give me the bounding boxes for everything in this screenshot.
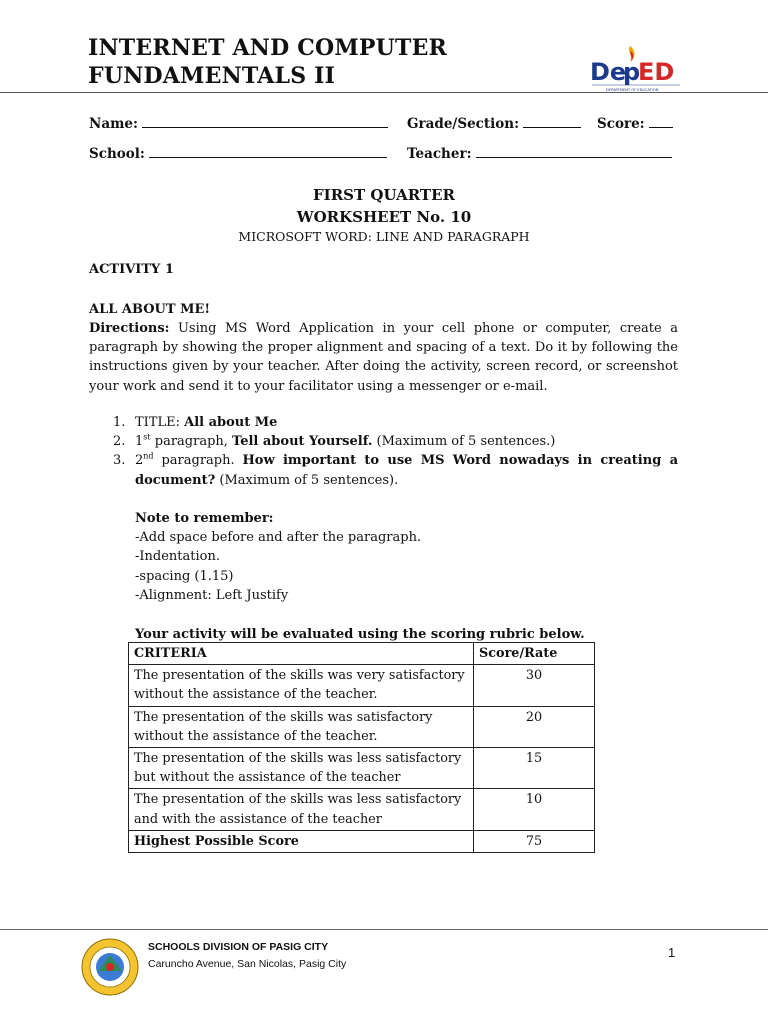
division-seal-icon: [80, 937, 140, 997]
topic-heading: MICROSOFT WORD: LINE AND PARAGRAPH: [238, 229, 530, 244]
list-item: 2. 1st paragraph, Tell about Yourself. (Maximum of 5 sentences.): [113, 432, 556, 450]
svg-text:De: De: [590, 58, 627, 86]
table-row: The presentation of the skills was less satisfactory but without the assistance of the teacher 15: [129, 748, 595, 789]
worksheet-heading: WORKSHEET No. 10: [296, 208, 472, 226]
table-header-row: [129, 643, 595, 665]
deped-logo-icon: [590, 42, 682, 92]
note-item: -Indentation.: [135, 549, 220, 565]
note-item: -Add space before and after the paragraph.: [135, 530, 422, 546]
division-address: Caruncho Avenue, San Nicolas, Pasig City: [148, 958, 347, 970]
scoring-rubric-table: [128, 642, 595, 853]
activity-label: ACTIVITY 1: [89, 262, 174, 277]
svg-text:p: p: [623, 58, 641, 86]
note-item: -Alignment: Left Justify: [135, 587, 289, 603]
school-blank[interactable]: [149, 146, 387, 158]
directions-paragraph: [89, 319, 678, 396]
score-header: Score/Rate: [474, 643, 595, 665]
grade-section-label: Grade/Section:: [407, 116, 520, 132]
page-number: 1: [668, 945, 676, 960]
footer-divider: [0, 929, 768, 930]
rubric-intro: Your activity will be evaluated using the scoring rubric below.: [135, 627, 585, 642]
directions-label: Directions:: [89, 321, 170, 336]
title-line-1: INTERNET AND COMPUTER: [88, 35, 448, 61]
notes-title: Note to remember:: [135, 511, 274, 526]
table-row: The presentation of the skills was very satisfactory without the assistance of the teacher. 30: [129, 665, 595, 706]
name-label: Name:: [89, 116, 138, 132]
document-title: [88, 34, 447, 90]
steps-list: [113, 413, 678, 490]
total-label: Highest Possible Score: [129, 830, 474, 852]
school-label: School:: [89, 146, 145, 162]
total-row: [129, 830, 595, 852]
grade-section-field: [407, 116, 581, 132]
score-field: [597, 116, 673, 132]
logo-subtext: DEPARTMENT OF EDUCATION: [606, 88, 659, 92]
quarter-heading: FIRST QUARTER: [313, 186, 455, 204]
list-item: 1. TITLE: All about Me: [113, 415, 278, 430]
teacher-label: Teacher:: [407, 146, 472, 162]
division-name: SCHOOLS DIVISION OF PASIG CITY: [148, 941, 329, 953]
table-row: The presentation of the skills was satisfactory without the assistance of the teacher. 20: [129, 706, 595, 747]
notes-block: [135, 509, 421, 605]
name-field: [89, 116, 388, 132]
header-divider: [0, 92, 768, 93]
note-item: -spacing (1.15): [135, 568, 234, 584]
criteria-header: CRITERIA: [129, 643, 474, 665]
school-field: [89, 146, 387, 162]
teacher-field: [407, 146, 672, 162]
grade-section-blank[interactable]: [523, 116, 581, 128]
name-blank[interactable]: [142, 116, 388, 128]
title-line-2: FUNDAMENTALS II: [88, 63, 336, 89]
score-label: Score:: [597, 116, 645, 132]
directions-text: Using MS Word Application in your cell phone or computer, create a paragraph by showing the proper alignment and spacing of a text. Do it by following the instructions given by your teacher. After doing the activity, screen record, or screenshot your work and send it to your facilitator using a messenger or e-mail.: [89, 321, 678, 394]
table-row: The presentation of the skills was less satisfactory and with the assistance of the teacher 10: [129, 789, 595, 830]
total-score: 75: [474, 830, 595, 852]
svg-text:ED: ED: [638, 58, 675, 86]
teacher-blank[interactable]: [476, 146, 672, 158]
activity-title: ALL ABOUT ME!: [89, 302, 211, 317]
list-item: 3. 2nd paragraph. How important to use MS Word nowadays in creating a document? (Maximum of 5 sentences).: [113, 452, 678, 488]
score-blank[interactable]: [649, 116, 673, 128]
